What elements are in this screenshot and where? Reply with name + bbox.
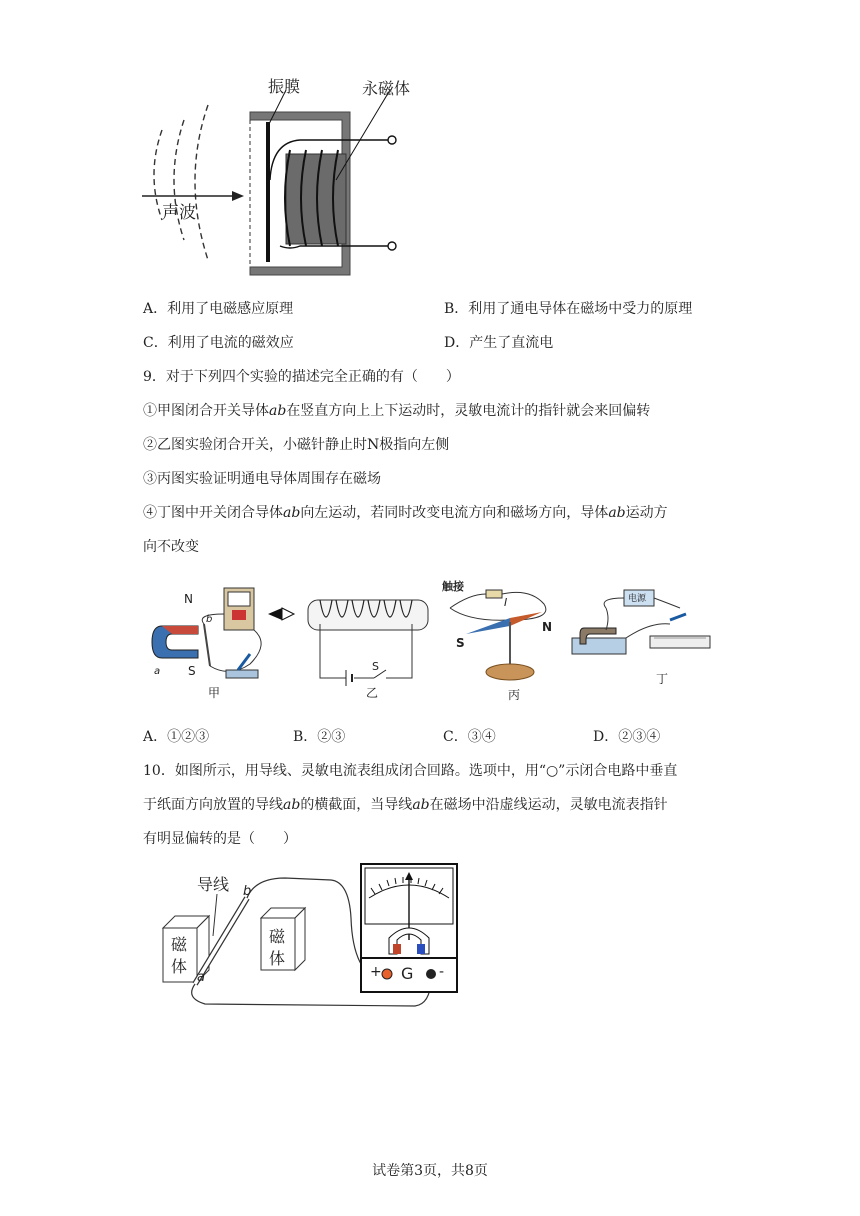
label-terminal-plus: +	[370, 964, 382, 980]
figure-galvanometer-circuit	[155, 858, 465, 1028]
label-terminal-minus: -	[439, 964, 445, 980]
label-bing-i: I	[504, 596, 508, 609]
q9-stem: 9．对于下列四个实验的描述完全正确的有（ ）	[143, 369, 460, 385]
figure-microphone	[140, 70, 440, 285]
label-sound-wave: 声波	[162, 203, 196, 223]
label-magnet: 永磁体	[362, 79, 411, 98]
label-wire: 导线	[197, 875, 230, 894]
label-jia-b: b	[206, 614, 213, 625]
q9-statement-2: ②乙图实验闭合开关，小磁针静止时N极指向左侧	[143, 437, 450, 453]
page-footer: 试卷第3页，共8页	[372, 1163, 488, 1179]
label-bing-n: N	[542, 620, 553, 634]
label-magnet-2-top: 磁	[269, 927, 286, 946]
q8-option-c: C．利用了电流的磁效应	[143, 335, 294, 351]
label-galvanometer-g: G	[401, 964, 414, 983]
q10-line-2: 于纸面方向放置的导线ab的横截面，当导线ab在磁场中沿虚线运动，灵敏电流表指针	[143, 797, 668, 813]
figure-four-experiments	[150, 574, 720, 704]
label-magnet-1-bottom: 体	[171, 957, 188, 976]
q9-option-a: A．①②③	[143, 729, 210, 745]
label-jia-s: S	[188, 664, 196, 678]
label-wire-a: a	[197, 970, 205, 985]
label-yi: 乙	[366, 686, 379, 700]
label-magnet-2-bottom: 体	[269, 949, 286, 968]
q9-statement-1: ①甲图闭合开关导体ab在竖直方向上上下运动时，灵敏电流计的指针就会来回偏转	[143, 403, 651, 419]
label-yi-switch: S	[372, 660, 379, 673]
q10-line-1: 10．如图所示，用导线、灵敏电流表组成闭合回路。选项中，用“○”示闭合电路中垂直	[143, 763, 678, 779]
q9-statement-3: ③丙图实验证明通电导体周围存在磁场	[143, 471, 381, 487]
label-wire-b: b	[243, 884, 252, 899]
label-bing: 丙	[508, 688, 521, 702]
q9-statement-4: ④丁图中开关闭合导体ab向左运动，若同时改变电流方向和磁场方向，导体ab运动方	[143, 505, 668, 521]
label-magnet-1-top: 磁	[171, 935, 188, 954]
q8-option-b: B．利用了通电导体在磁场中受力的原理	[444, 301, 693, 317]
label-ding: 丁	[656, 672, 669, 686]
q9-option-d: D．②③④	[593, 729, 661, 745]
q9-option-c: C．③④	[443, 729, 496, 745]
label-jia-a: a	[154, 666, 161, 677]
q9-statement-4-cont: 向不改变	[143, 539, 199, 555]
label-touch: 触接	[442, 580, 464, 593]
label-jia: 甲	[208, 686, 221, 700]
q10-line-3: 有明显偏转的是（ ）	[143, 831, 297, 847]
label-jia-n: N	[184, 592, 193, 606]
label-membrane: 振膜	[268, 77, 301, 96]
q9-option-b: B．②③	[293, 729, 346, 745]
q8-option-a: A．利用了电磁感应原理	[143, 301, 294, 317]
label-bing-s: S	[456, 636, 465, 650]
q8-option-d: D．产生了直流电	[444, 335, 554, 351]
label-power: 电源	[628, 594, 647, 604]
